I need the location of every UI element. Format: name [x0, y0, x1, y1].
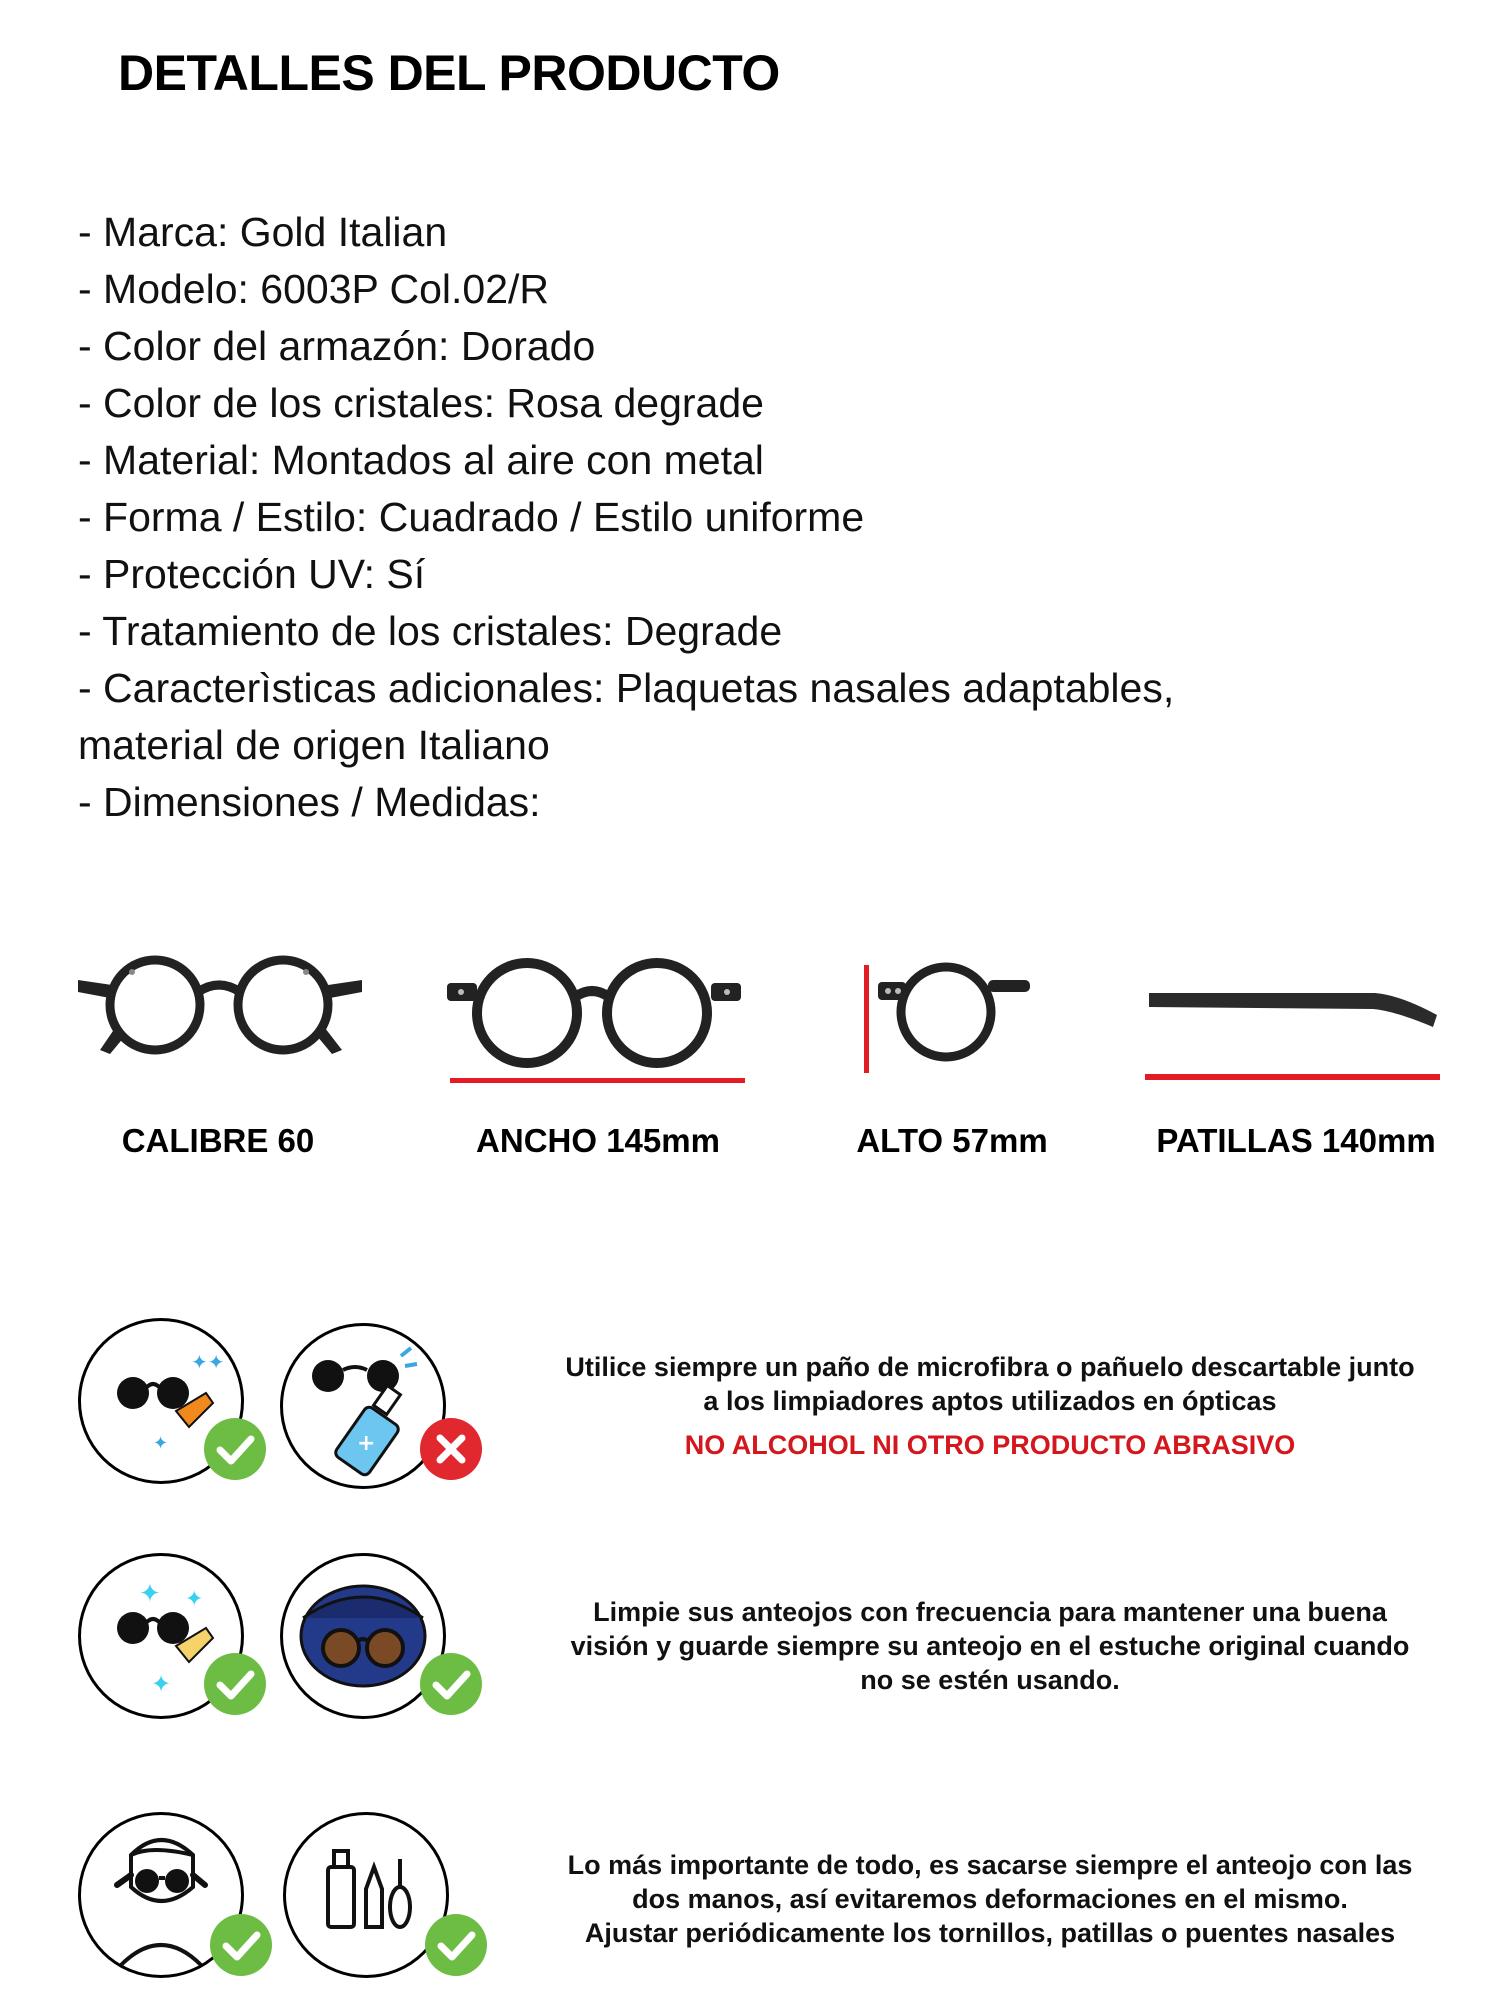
- check-icon: [420, 1653, 482, 1715]
- cross-icon: [420, 1418, 482, 1480]
- dimension-label-alto: ALTO 57mm: [856, 1122, 1048, 1159]
- care-text-line: Utilice siempre un paño de microfibra o pañuelo descartable junto: [565, 1352, 1415, 1382]
- care-warning: NO ALCOHOL NI OTRO PRODUCTO ABRASIVO: [684, 1430, 1296, 1460]
- care-text-line: Lo más importante de todo, es sacarse siempre el anteojo con las: [567, 1850, 1413, 1880]
- product-details-list: [78, 204, 1458, 831]
- glasses-width-icon: [445, 955, 745, 1065]
- care-text-handling: [540, 1848, 1440, 1950]
- dimension-label-ancho: ANCHO 145mm: [476, 1122, 720, 1159]
- check-icon: [425, 1914, 487, 1976]
- care-text-line: no se estén usando.: [860, 1665, 1120, 1695]
- page-title: DETALLES DEL PRODUCTO: [118, 45, 780, 101]
- care-text-line: a los limpiadores aptos utilizados en ópticas: [703, 1386, 1277, 1416]
- height-measure-line: [864, 965, 869, 1073]
- svg-text:✦: ✦: [139, 1579, 161, 1609]
- detail-uv-protection: - Protección UV: Sí: [78, 551, 426, 597]
- temple-arm-icon: [1145, 985, 1445, 1035]
- svg-text:✦: ✦: [151, 1670, 172, 1698]
- care-text-storage: [540, 1595, 1440, 1697]
- care-text-line: dos manos, así evitaremos deformaciones en el mismo.: [632, 1884, 1348, 1914]
- check-icon: [204, 1653, 266, 1715]
- detail-lens-color: - Color de los cristales: Rosa degrade: [78, 380, 764, 426]
- detail-additional-features: - Caracterìsticas adicionales: Plaquetas nasales adaptables,: [78, 665, 1175, 711]
- glasses-height-icon: [876, 960, 1036, 1070]
- detail-model: - Modelo: 6003P Col.02/R: [78, 266, 550, 312]
- dimension-label-calibre: CALIBRE 60: [121, 1122, 315, 1159]
- care-text-line: visión y guarde siempre su anteojo en el estuche original cuando: [570, 1631, 1410, 1661]
- care-text-line: Limpie sus anteojos con frecuencia para mantener una buena: [593, 1597, 1387, 1627]
- check-icon: [204, 1418, 266, 1480]
- detail-dimensions-heading: - Dimensiones / Medidas:: [78, 779, 541, 825]
- svg-text:✦: ✦: [153, 1433, 169, 1454]
- detail-lens-treatment: - Tratamiento de los cristales: Degrade: [78, 608, 783, 654]
- detail-shape-style: - Forma / Estilo: Cuadrado / Estilo uniforme: [78, 494, 865, 540]
- care-text-line: Ajustar periódicamente los tornillos, patillas o puentes nasales: [584, 1918, 1396, 1948]
- care-text-cleaning: [540, 1350, 1440, 1462]
- detail-material: - Material: Montados al aire con metal: [78, 437, 764, 483]
- dimension-label-patillas: PATILLAS 140mm: [1156, 1122, 1436, 1159]
- svg-text:+: +: [357, 1431, 376, 1456]
- svg-text:✦✦: ✦✦: [191, 1350, 225, 1374]
- detail-brand: - Marca: Gold Italian: [78, 209, 448, 255]
- glasses-front-icon: [70, 950, 370, 1060]
- detail-additional-features-cont: material de origen Italiano: [78, 722, 550, 768]
- svg-text:✦: ✦: [185, 1587, 204, 1612]
- check-icon: [210, 1914, 272, 1976]
- detail-frame-color: - Color del armazón: Dorado: [78, 323, 596, 369]
- width-measure-line: [450, 1078, 745, 1083]
- temple-measure-line: [1145, 1074, 1440, 1080]
